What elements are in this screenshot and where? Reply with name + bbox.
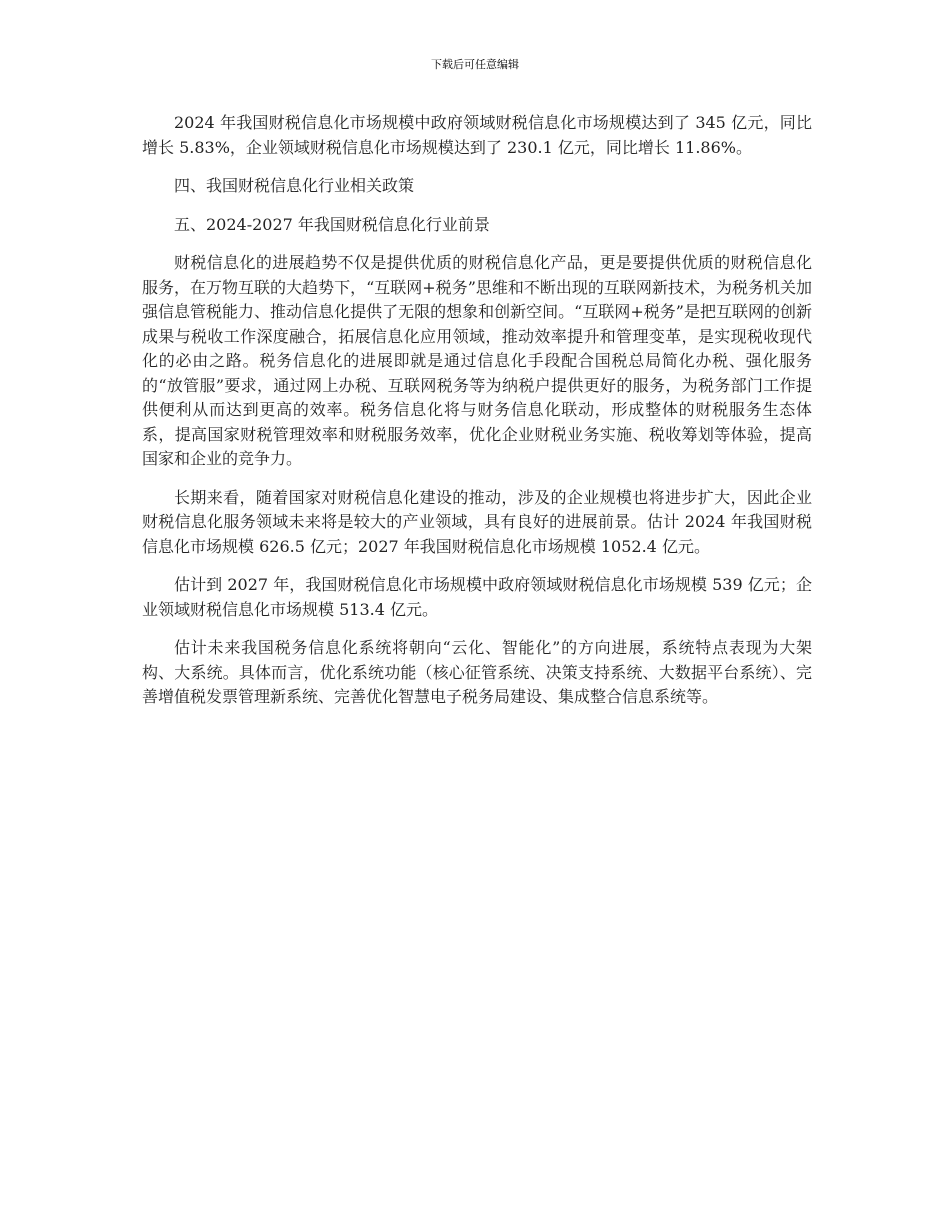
paragraph-future-system: 估计未来我国税务信息化系统将朝向“云化、智能化”的方向进展，系统特点表现为大架构、大系统。具体而言，优化系统功能（核心征管系统、决策支持系统、大数据平台系统）、完善增值税发票管理新系统、完善优化智慧电子税务局建设、集成整合信息系统等。 (142, 638, 812, 706)
section-heading-outlook: 五、2024-2027 年我国财税信息化行业前景 (174, 214, 490, 234)
paragraph-trend: 财税信息化的进展趋势不仅是提供优质的财税信息化产品，更是要提供优质的财税信息化服务，在万物互联的大趋势下，“互联网+税务”思维和不断出现的互联网新技术，为税务机关加强信息管税能力、推动信息化提供了无限的想象和创新空间。“互联网+税务”是把互联网的创新成果与税收工作深度融合，拓展信息化应用领域，推动效率提升和管理变革，是实现税收现代化的必由之路。税务信息化的进展即就是通过信息化手段配合国税总局简化办税、强化服务的“放管服”要求，通过网上办税、互联网税务等为纳税户提供更好的服务，为税务部门工作提供便利从而达到更高的效率。税务信息化将与财务信息化联动，形成整体的财税服务生态体系，提高国家财税管理效率和财税服务效率，优化企业财税业务实施、税收筹划等体验，提高国家和企业的竞争力。 (142, 253, 812, 468)
page-header: 下载后可任意编辑 (431, 58, 519, 71)
document-body (142, 111, 812, 724)
paragraph-market-size: 2024 年我国财税信息化市场规模中政府领域财税信息化市场规模达到了 345 亿元，同比增长 5.83%，企业领域财税信息化市场规模达到了 230.1 亿元，同比增长 11.86%。 (142, 113, 812, 157)
paragraph-forecast-2027: 估计到 2027 年，我国财税信息化市场规模中政府领域财税信息化市场规模 539 亿元；企业领域财税信息化市场规模 513.4 亿元。 (142, 575, 812, 619)
section-heading-policy: 四、我国财税信息化行业相关政策 (174, 176, 415, 195)
paragraph-long-term: 长期来看，随着国家对财税信息化建设的推动，涉及的企业规模也将进步扩大，因此企业财税信息化服务领域未来将是较大的产业领域，具有良好的进展前景。估计 2024 年我国财税信息化市场规模 626.5 亿元；2027 年我国财税信息化市场规模 1052.4 亿元。 (142, 487, 812, 556)
